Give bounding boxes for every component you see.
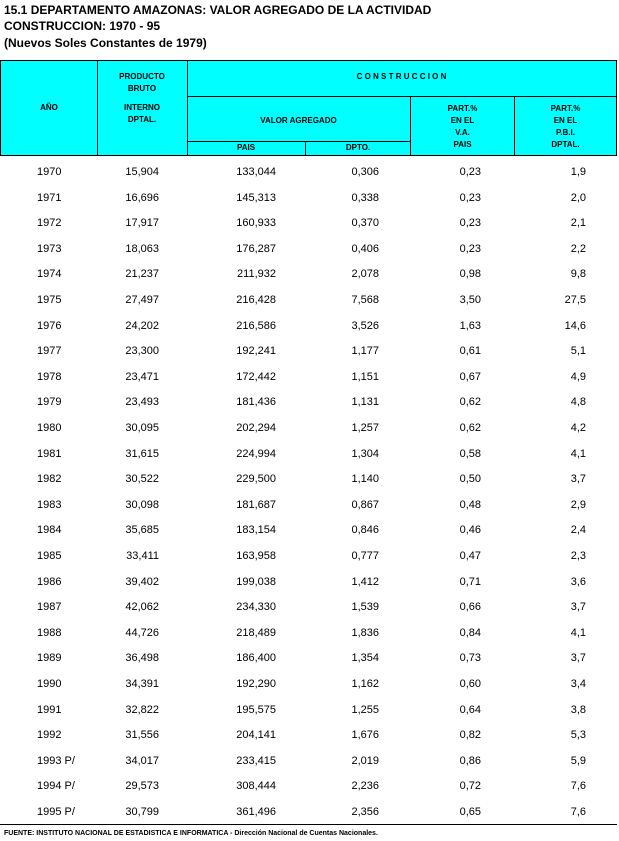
va-pais-cell: 133,044 (236, 166, 276, 178)
pbi-cell: 23,300 (125, 345, 159, 358)
table-row (0, 190, 619, 206)
va-pais-cell: 233,415 (236, 754, 276, 767)
year-cell: 1979 (37, 396, 62, 409)
va-dpto-cell: 0,338 (351, 191, 379, 204)
va-dpto-cell: 1,354 (351, 652, 379, 665)
year-cell: 1980 (37, 422, 62, 434)
va-dpto-cell: 1,162 (351, 678, 379, 690)
col-header-construccion: C O N S T R U C C I O N (356, 72, 447, 81)
va-dpto-cell: 1,151 (351, 370, 379, 383)
table-title: 15.1 DEPARTAMENTO AMAZONAS: VALOR AGREGADO DE LA ACTIVIDAD (4, 3, 432, 17)
col-header-part-pbi-4: DPTAL. (551, 140, 580, 149)
table-row (0, 522, 619, 538)
va-dpto-cell: 1,257 (351, 422, 379, 434)
va-pais-cell: 176,287 (236, 242, 276, 255)
pbi-cell: 34,017 (125, 754, 159, 767)
part-va-cell: 0,61 (459, 345, 481, 358)
part-va-cell: 0,64 (459, 703, 481, 716)
va-dpto-cell: 0,406 (351, 242, 379, 255)
table-row (0, 394, 619, 410)
pbi-cell: 42,062 (125, 601, 159, 614)
part-pbi-cell: 4,9 (570, 370, 586, 383)
va-dpto-cell: 0,370 (351, 217, 379, 230)
part-va-cell: 0,23 (459, 217, 481, 230)
va-pais-cell: 181,436 (236, 396, 276, 409)
part-va-cell: 0,67 (459, 370, 481, 383)
part-va-cell: 0,60 (459, 678, 481, 690)
part-pbi-cell: 1,9 (570, 166, 586, 178)
col-header-producto: PRODUCTO (119, 72, 165, 81)
year-cell: 1985 (37, 550, 62, 562)
col-header-anio: AÑO (40, 103, 58, 112)
va-dpto-cell: 0,846 (351, 524, 379, 537)
table-row (0, 548, 619, 564)
table-header (0, 60, 617, 156)
va-dpto-cell: 1,304 (351, 447, 379, 460)
table-row (0, 343, 619, 359)
va-dpto-cell: 1,131 (351, 396, 379, 409)
part-va-cell: 0,71 (459, 575, 481, 588)
part-va-cell: 0,62 (459, 422, 481, 434)
table-row (0, 702, 619, 718)
pbi-cell: 30,098 (125, 498, 159, 511)
va-pais-cell: 229,500 (236, 473, 276, 486)
pbi-cell: 35,685 (125, 524, 159, 537)
table-row (0, 266, 619, 282)
part-pbi-cell: 2,9 (570, 498, 586, 511)
year-cell: 1986 (37, 575, 62, 588)
part-pbi-cell: 3,6 (570, 575, 586, 588)
year-cell: 1987 (37, 601, 62, 614)
col-header-valor-agregado: VALOR AGREGADO (260, 116, 337, 125)
va-pais-cell: 195,575 (236, 703, 276, 716)
table-row (0, 676, 619, 692)
year-cell: 1988 (37, 626, 62, 639)
part-pbi-cell: 2,3 (570, 550, 586, 562)
table-row (0, 471, 619, 487)
col-header-part-pbi-2: EN EL (553, 116, 578, 125)
pbi-cell: 23,471 (125, 370, 159, 383)
part-pbi-cell: 3,7 (570, 473, 586, 486)
part-pbi-cell: 4,1 (570, 626, 586, 639)
va-pais-cell: 308,444 (236, 780, 276, 793)
part-pbi-cell: 2,0 (570, 191, 586, 204)
col-header-interno: INTERNO (124, 103, 160, 112)
va-pais-cell: 234,330 (236, 601, 276, 614)
pbi-cell: 16,696 (125, 191, 159, 204)
pbi-cell: 15,904 (125, 166, 159, 178)
table-row (0, 625, 619, 641)
pbi-cell: 32,822 (125, 703, 159, 716)
part-va-cell: 0,48 (459, 498, 481, 511)
part-pbi-cell: 2,1 (570, 217, 586, 230)
part-va-cell: 0,46 (459, 524, 481, 537)
pbi-cell: 44,726 (125, 626, 159, 639)
part-va-cell: 0,50 (459, 473, 481, 486)
va-pais-cell: 172,442 (236, 370, 276, 383)
pbi-cell: 30,522 (125, 473, 159, 486)
col-header-part-va-3: V.A. (455, 128, 470, 137)
part-pbi-cell: 5,3 (570, 729, 586, 742)
part-pbi-cell: 4,1 (570, 447, 586, 460)
col-header-dpto: DPTO. (345, 143, 371, 152)
pbi-cell: 33,411 (126, 550, 159, 562)
pbi-cell: 29,573 (125, 780, 159, 793)
pbi-cell: 21,237 (125, 268, 159, 281)
table-row (0, 318, 619, 334)
part-pbi-cell: 3,7 (570, 601, 586, 614)
va-pais-cell: 181,687 (236, 498, 276, 511)
va-dpto-cell: 1,255 (351, 703, 379, 716)
va-pais-cell: 216,428 (236, 294, 276, 306)
va-pais-cell: 199,038 (236, 575, 276, 588)
part-va-cell: 0,23 (459, 242, 481, 255)
va-dpto-cell: 0,306 (351, 166, 379, 178)
va-pais-cell: 202,294 (236, 422, 276, 434)
va-dpto-cell: 0,777 (351, 550, 379, 562)
va-pais-cell: 145,313 (236, 191, 276, 204)
year-cell: 1981 (37, 447, 62, 460)
va-dpto-cell: 0,867 (351, 498, 379, 511)
col-header-pais: PAIS (236, 143, 256, 152)
year-cell: 1989 (37, 652, 62, 665)
table-units: (Nuevos Soles Constantes de 1979) (4, 36, 207, 50)
part-va-cell: 0,82 (459, 729, 481, 742)
year-cell: 1970 (37, 166, 62, 178)
part-pbi-cell: 2,2 (570, 242, 586, 255)
year-cell: 1975 (37, 294, 62, 306)
part-va-cell: 0,58 (459, 447, 481, 460)
va-pais-cell: 163,958 (236, 550, 276, 562)
va-pais-cell: 186,400 (236, 652, 276, 665)
table-row (0, 497, 619, 513)
part-pbi-cell: 3,7 (570, 652, 586, 665)
part-va-cell: 0,98 (459, 268, 481, 281)
part-va-cell: 1,63 (459, 319, 481, 332)
table-row (0, 241, 619, 257)
pbi-cell: 34,391 (125, 678, 159, 690)
pbi-cell: 24,202 (125, 319, 159, 332)
va-pais-cell: 224,994 (236, 447, 276, 460)
pbi-cell: 17,917 (125, 217, 159, 230)
year-cell: 1994 P/ (37, 780, 75, 793)
year-cell: 1978 (37, 370, 62, 383)
col-header-bruto: BRUTO (127, 84, 157, 93)
year-cell: 1992 (37, 729, 62, 742)
va-pais-cell: 216,586 (236, 319, 276, 332)
table-subtitle: CONSTRUCCION: 1970 - 95 (4, 19, 161, 33)
part-pbi-cell: 9,8 (570, 268, 586, 281)
table-row (0, 369, 619, 385)
source-note: FUENTE: INSTITUTO NACIONAL DE ESTADISTICA E INFORMATICA - Dirección Nacional de Cuentas Nacionales. (4, 830, 378, 837)
col-header-part-va-2: EN EL (450, 116, 475, 125)
va-pais-cell: 183,154 (236, 524, 276, 537)
col-header-part-pbi-3: P.B.I. (556, 128, 575, 137)
part-va-cell: 0,73 (459, 652, 481, 665)
table-row (0, 599, 619, 615)
part-va-cell: 0,72 (459, 780, 481, 793)
table-bottom-rule (0, 824, 617, 825)
table-row (0, 727, 619, 743)
table-row (0, 446, 619, 462)
va-dpto-cell: 1,676 (351, 729, 379, 742)
part-pbi-cell: 5,9 (570, 754, 586, 767)
part-va-cell: 0,62 (459, 396, 481, 409)
va-dpto-cell: 2,236 (351, 780, 379, 793)
header-divider (187, 96, 616, 97)
va-pais-cell: 192,290 (236, 678, 276, 690)
va-dpto-cell: 2,078 (351, 268, 379, 281)
part-va-cell: 0,84 (459, 626, 481, 639)
part-pbi-cell: 7,6 (570, 780, 586, 793)
pbi-cell: 27,497 (125, 294, 159, 306)
va-dpto-cell: 1,836 (351, 626, 379, 639)
pbi-cell: 31,615 (125, 447, 159, 460)
year-cell: 1982 (37, 473, 62, 486)
va-pais-cell: 211,932 (237, 268, 276, 281)
col-header-part-pbi-1: PART.% (550, 104, 581, 113)
table-row (0, 420, 619, 436)
part-va-cell: 0,65 (459, 806, 481, 818)
table-row (0, 778, 619, 794)
va-pais-cell: 361,496 (236, 806, 276, 818)
pbi-cell: 39,402 (125, 575, 159, 588)
part-va-cell: 0,23 (459, 166, 481, 178)
pbi-cell: 18,063 (125, 242, 159, 255)
va-dpto-cell: 1,412 (351, 575, 379, 588)
va-pais-cell: 192,241 (236, 345, 276, 358)
year-cell: 1973 (37, 242, 62, 255)
va-dpto-cell: 7,568 (351, 294, 379, 306)
table-row (0, 164, 619, 180)
part-pbi-cell: 14,6 (564, 319, 586, 332)
year-cell: 1972 (37, 217, 62, 230)
part-pbi-cell: 7,6 (570, 806, 586, 818)
va-dpto-cell: 1,539 (351, 601, 379, 614)
year-cell: 1991 (37, 703, 62, 716)
va-dpto-cell: 3,526 (351, 319, 379, 332)
pbi-cell: 36,498 (125, 652, 159, 665)
pbi-cell: 31,556 (125, 729, 159, 742)
table-row (0, 215, 619, 231)
va-dpto-cell: 1,140 (351, 473, 379, 486)
part-va-cell: 3,50 (459, 294, 481, 306)
year-cell: 1983 (37, 498, 62, 511)
part-pbi-cell: 5,1 (570, 345, 586, 358)
part-va-cell: 0,23 (459, 191, 481, 204)
part-pbi-cell: 3,8 (570, 703, 586, 716)
va-pais-cell: 204,141 (236, 729, 276, 742)
part-pbi-cell: 3,4 (570, 678, 586, 690)
col-header-part-va-4: PAIS (453, 140, 472, 149)
pbi-cell: 30,095 (125, 422, 159, 434)
table-row (0, 650, 619, 666)
pbi-cell: 23,493 (125, 396, 159, 409)
table-row (0, 574, 619, 590)
year-cell: 1971 (37, 191, 62, 204)
pbi-cell: 30,799 (125, 806, 159, 818)
year-cell: 1984 (37, 524, 62, 537)
table-row (0, 804, 619, 820)
va-dpto-cell: 2,019 (351, 754, 379, 767)
part-pbi-cell: 4,2 (570, 422, 586, 434)
col-header-dptal: DPTAL. (127, 115, 157, 124)
va-pais-cell: 218,489 (236, 626, 276, 639)
col-header-part-va-1: PART.% (447, 104, 478, 113)
va-dpto-cell: 1,177 (351, 345, 379, 358)
va-pais-cell: 160,933 (236, 217, 276, 230)
va-dpto-cell: 2,356 (351, 806, 379, 818)
part-va-cell: 0,66 (459, 601, 481, 614)
part-pbi-cell: 27,5 (564, 294, 586, 306)
table-row (0, 292, 619, 308)
year-cell: 1993 P/ (37, 754, 75, 767)
year-cell: 1976 (37, 319, 62, 332)
year-cell: 1990 (37, 678, 62, 690)
part-va-cell: 0,86 (459, 754, 481, 767)
year-cell: 1977 (37, 345, 62, 358)
year-cell: 1995 P/ (37, 806, 75, 818)
table-row (0, 753, 619, 769)
year-cell: 1974 (37, 268, 62, 281)
part-va-cell: 0,47 (459, 550, 481, 562)
part-pbi-cell: 2,4 (570, 524, 586, 537)
part-pbi-cell: 4,8 (570, 396, 586, 409)
